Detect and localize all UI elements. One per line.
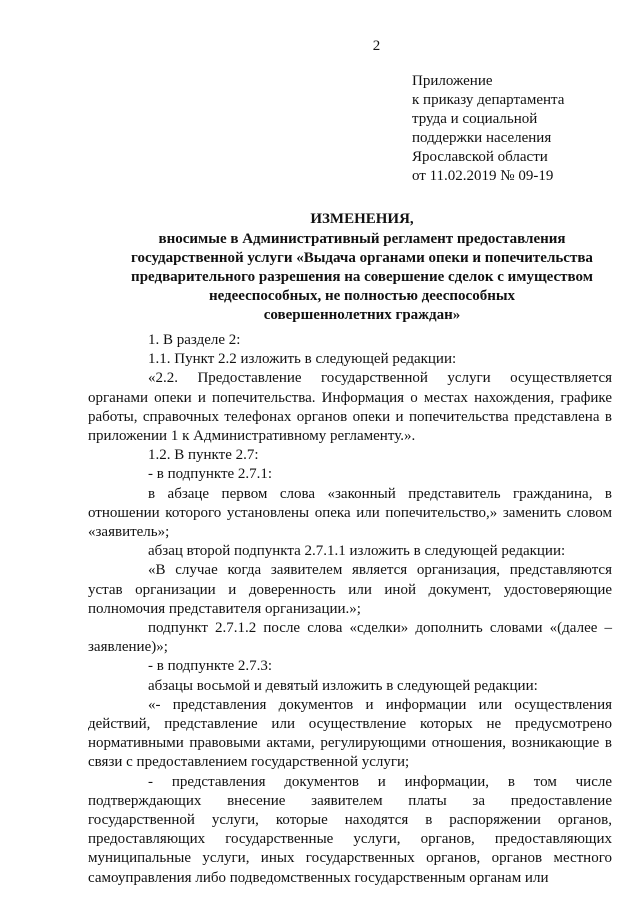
paragraph: - в подпункте 2.7.3: bbox=[148, 658, 273, 675]
paragraph: «- представления документов и информации или осуществления действий, представление или осуществление которых не предусмотрено нормативными правовыми актами, регулирующими отношения, возникающие в связи с предоставлением государственной услуги; bbox=[88, 696, 612, 771]
document-body bbox=[88, 331, 612, 888]
approval-stamp bbox=[412, 72, 564, 186]
paragraph: 1.1. Пункт 2.2 изложить в следующей редакции: bbox=[148, 351, 457, 368]
title-line: вносимые в Административный регламент предоставления bbox=[158, 231, 566, 247]
approval-line: труда и социальной bbox=[412, 111, 538, 127]
approval-line: к приказу департамента bbox=[412, 92, 565, 108]
title-heading: ИЗМЕНЕНИЯ, bbox=[310, 211, 414, 227]
document-title bbox=[88, 210, 636, 325]
approval-line: Приложение bbox=[412, 73, 493, 89]
title-line: государственной услуги «Выдача органами опеки и попечительства bbox=[131, 250, 593, 266]
paragraph: абзац второй подпункта 2.7.1.1 изложить в следующей редакции: bbox=[148, 543, 566, 560]
paragraph: - представления документов и информации, в том числе подтверждающих внесение заявителем платы за предоставление государственной услуги, которые находятся в распоряжении органов, предоставляющих государственные услуги, органов, предоставляющих муниципальные услуги, иных государственных органов, органов местного самоуправления либо подведомственных государственным органам или bbox=[88, 773, 612, 886]
paragraph: в абзаце первом слова «законный представитель гражданина, в отношении которого установлены опека или попечительство,» заменить словом «заявитель»; bbox=[88, 485, 612, 541]
paragraph: «2.2. Предоставление государственной услуги осуществляется органами опеки и попечительства. Информация о местах нахождения, графике работы, справочных телефонах органов опеки и попечительства представлена в приложении 1 к Административному регламенту.». bbox=[88, 370, 612, 445]
title-line: предварительного разрешения на совершение сделок с имуществом bbox=[131, 269, 593, 285]
title-line: недееспособных, не полностью дееспособных bbox=[208, 288, 516, 304]
approval-line: от 11.02.2019 № 09-19 bbox=[412, 168, 554, 184]
paragraph: - в подпункте 2.7.1: bbox=[148, 466, 273, 483]
approval-line: поддержки населения bbox=[412, 130, 552, 146]
paragraph: «В случае когда заявителем является организация, представляются устав организации и доверенность или иной документ, удостоверяющие полномочия представителя организации.»; bbox=[88, 562, 612, 617]
title-line: совершеннолетних граждан» bbox=[263, 307, 461, 323]
paragraph: подпункт 2.7.1.2 после слова «сделки» дополнить словами «(далее – заявление)»; bbox=[88, 620, 612, 656]
paragraph: абзацы восьмой и девятый изложить в следующей редакции: bbox=[148, 677, 538, 694]
paragraph: 1.2. В пункте 2.7: bbox=[148, 447, 259, 464]
approval-line: Ярославской области bbox=[412, 149, 548, 165]
paragraph: 1. В разделе 2: bbox=[148, 332, 241, 348]
page-number: 2 bbox=[372, 38, 381, 54]
